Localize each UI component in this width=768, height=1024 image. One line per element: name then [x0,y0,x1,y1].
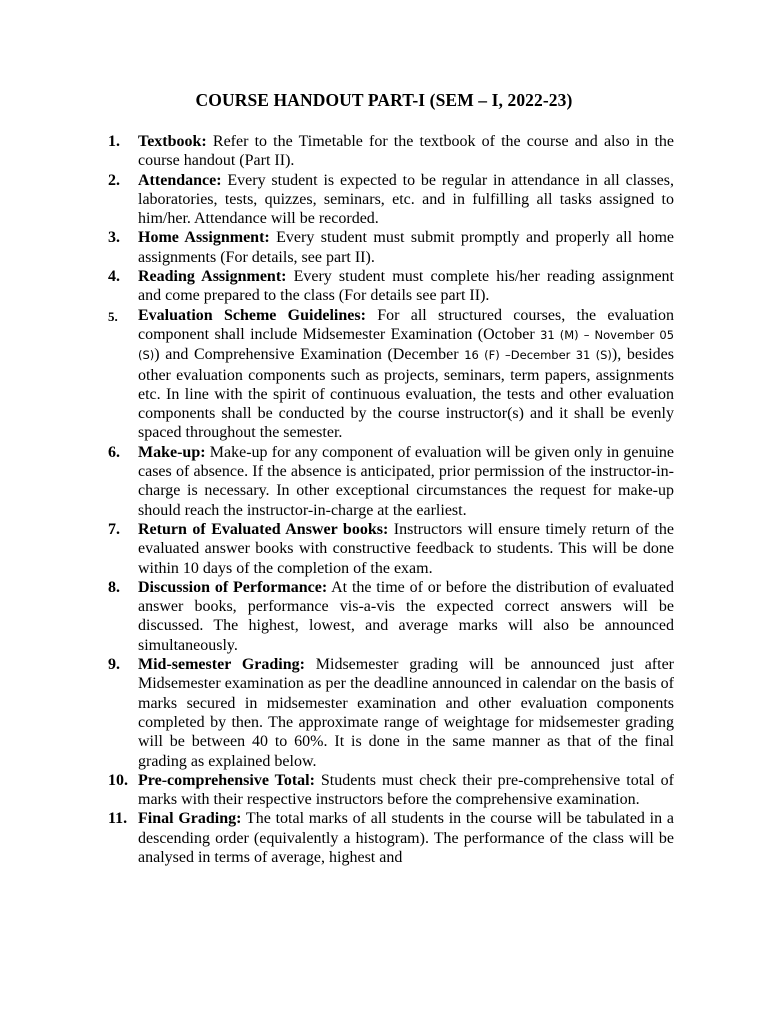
item-heading: Discussion of Performance: [138,578,328,596]
guidelines-list [108,132,674,867]
item-heading: Textbook: [138,133,207,150]
item-text: Every student must complete his/her reading assignment and come prepared to the class (For details see part II). [138,268,674,305]
item-text: Students must check their pre-comprehensive total of marks with their respective instructors before the comprehensive examination. [138,771,674,809]
item-number: 11. [108,810,128,828]
item-heading: Mid-semester Grading: [138,656,305,674]
item-number: 3. [108,229,120,247]
item-text: The total marks of all students in the course will be tabulated in a descending order (equivalently a histogram). The performance of the class will be analysed in terms of average, highest and [138,810,674,866]
item-heading: Pre-comprehensive Total: [138,771,315,789]
item-heading: Reading Assignment: [138,268,287,286]
list-item-evaluation-scheme [108,306,674,443]
compre-dates: 16 (F) –December 31 (S) [464,348,612,363]
list-item-home-assignment [108,228,674,267]
list-item-return-answer-books [108,520,674,578]
item-text: Make-up for any component of evaluation will be given only in genuine cases of absence. If the absence is anticipated, prior permission of the instructor-in-charge is necessary. In other exceptional circumstances the request for make-up should reach the instructor-in-charge at the earliest. [138,443,674,519]
list-item-attendance [108,171,674,229]
item-heading: Home Assignment: [138,229,270,247]
item-number: 10. [108,771,128,789]
item-text: Instructors will ensure timely return of the evaluated answer books with constructive feedback to students. This will be done within 10 days of the completion of the exam. [138,520,674,577]
list-item-textbook [108,132,674,171]
item-number: 4. [108,268,120,286]
item-number: 2. [108,171,120,189]
item-text: At the time of or before the distribution of evaluated answer books, performance vis-a-vis the expected correct answers will be discussed. The highest, lowest, and average marks will also be announced simultaneously. [138,578,674,654]
item-heading: Return of Evaluated Answer books: [138,520,389,538]
midsem-dates: 31 (M) – November 05 (S) [138,327,675,363]
item-number: 9. [108,656,120,674]
item-text: ), besides other evaluation components such as projects, seminars, term papers, assignments etc. In line with the spirit of continuous evaluation, the tests and other evaluation components shall be conducted by the course instructor(s) and it shall be evenly spaced throughout the semester. [138,346,674,442]
item-number: 1. [108,133,120,150]
document-title: COURSE HANDOUT PART-I (SEM – I, 2022-23) [195,90,573,110]
item-text: Every student is expected to be regular in attendance in all classes, laboratories, tests, quizzes, seminars, etc. and in fulfilling all tasks assigned to him/her. Attendance will be recorded. [138,171,674,228]
item-number: 6. [108,443,120,461]
item-heading: Final Grading: [138,810,242,828]
list-item-midsem-grading [108,655,674,771]
item-heading: Make-up: [138,443,206,461]
item-text: ) and Comprehensive Examination (December [154,346,465,364]
item-text: Midsemester grading will be announced just after Midsemester examination as per the deadline announced in calendar on the basis of marks secured in midsemester examination and other evaluation components completed by then. The approximate range of weightage for midsemester grading will be between 40 to 60%. It is done in the same manner as that of the final grading as explained below. [138,656,674,770]
item-text: Every student must submit promptly and properly all home assignments (For details, see part II). [138,229,674,266]
item-number: 5. [108,308,118,324]
item-number: 8. [108,578,120,596]
list-item-reading-assignment [108,267,674,306]
item-heading: Attendance: [138,171,222,189]
item-heading: Evaluation Scheme Guidelines: [138,306,366,324]
item-text: Refer to the Timetable for the textbook of the course and also in the course handout (Part II). [138,133,674,170]
list-item-discussion-performance [108,578,674,655]
item-text: For all structured courses, the evaluation component shall include Midsemester Examination (October [138,306,674,343]
list-item-final-grading [108,809,674,867]
list-item-make-up [108,443,674,520]
list-item-pre-comprehensive-total [108,771,674,810]
item-number: 7. [108,520,120,538]
